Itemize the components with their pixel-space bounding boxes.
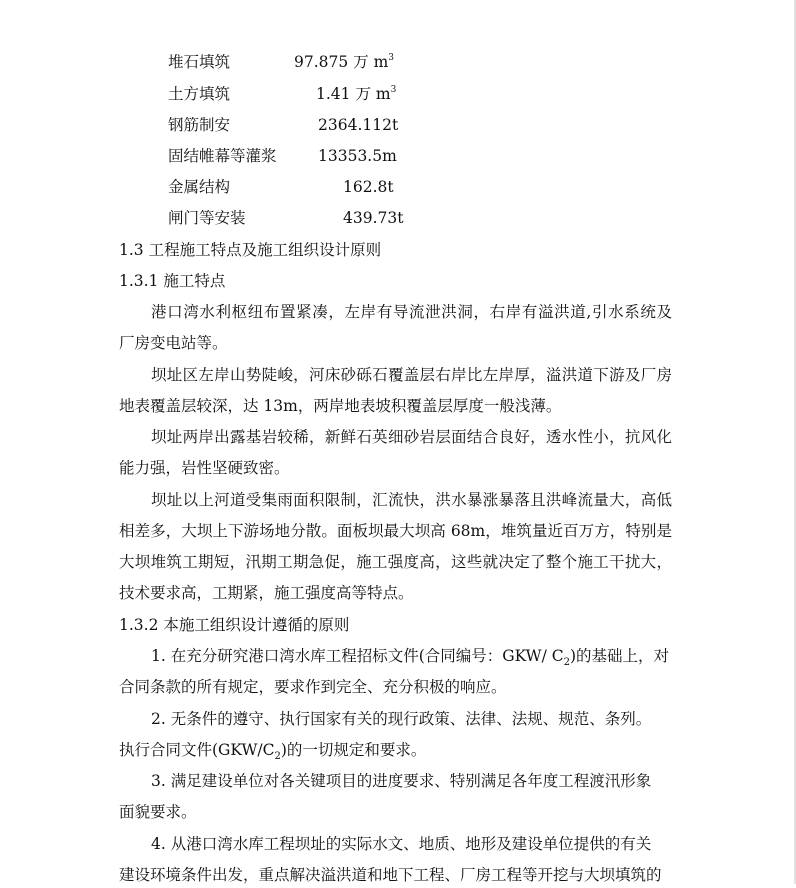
section-heading-1-3: 1.3 工程施工特点及施工组织设计原则	[119, 241, 382, 259]
paragraph-line: 3. 满足建设单位对各关键项目的进度要求、特别满足各年度工程渡汛形象	[151, 772, 652, 790]
paragraph-line: 能力强，岩性坚硬致密。	[119, 459, 290, 477]
paragraph-line: 执行合同文件$(GKW/C_2)$的一切规定和要求。	[119, 741, 427, 762]
subscript: 2	[274, 751, 281, 762]
paragraph-line: 4. 从港口湾水库工程坝址的实际水文、地质、地形及建设单位提供的有关	[151, 835, 652, 853]
quantity-value: 2364.112t	[318, 116, 399, 134]
section-heading-1-3-2: 1.3.2 本施工组织设计遵循的原则	[119, 616, 350, 634]
quantity-name: 土方填筑	[168, 85, 231, 103]
paragraph-line: 合同条款的所有规定，要求作到完全、充分积极的响应。	[119, 678, 507, 696]
paragraph-line: 技术要求高，工期紧，施工强度高等特点。	[119, 584, 414, 602]
paragraph-line: 厂房变电站等。	[119, 334, 228, 352]
paragraph-line: 面貌要求。	[119, 803, 197, 821]
paragraph-line: 建设环境条件出发，重点解决溢洪道和地下工程、厂房工程等开挖与大坝填筑的	[119, 866, 662, 884]
paragraph-line: 大坝堆筑工期短，汛期工期急促，施工强度高，这些就决定了整个施工干扰大，	[119, 553, 672, 571]
section-heading-1-3-1: 1.3.1 施工特点	[119, 272, 226, 290]
quantity-value: 13353.5m	[318, 147, 397, 165]
quantity-name: 固结帷幕等灌浆	[168, 147, 277, 165]
paragraph-line: 坝址以上河道受集雨面积限制，汇流快，洪水暴涨暴落且洪峰流量大，高低	[151, 491, 672, 509]
quantity-name: 闸门等安装	[168, 209, 246, 227]
superscript: 3	[388, 53, 395, 63]
quantity-value: 162.8t	[343, 178, 394, 196]
paragraph-line: 港口湾水利枢纽布置紧凑，左岸有导流泄洪洞，右岸有溢洪道,引水系统及	[151, 303, 672, 321]
quantity-value: 439.73t	[343, 209, 404, 227]
paragraph-line: 1. 在充分研究港口湾水库工程招标文件(合同编号：GKW/ $C_2$)的基础上，对	[151, 647, 670, 668]
subscript: 2	[563, 657, 570, 668]
quantity-value: 1.41 万 $m^3$	[316, 85, 397, 103]
paragraph-line: 坝址两岸出露基岩较稀，新鲜石英细砂岩层面结合良好，透水性小，抗风化	[151, 428, 672, 446]
superscript: 3	[390, 85, 397, 95]
paragraph-line: 2. 无条件的遵守、执行国家有关的现行政策、法律、法规、规范、条列。	[151, 710, 652, 728]
quantity-name: 金属结构	[168, 178, 231, 196]
quantity-value: 97.875 万 $m^3$	[294, 53, 395, 71]
paragraph-line: 坝址区左岸山势陡峻，河床砂砾石覆盖层右岸比左岸厚，溢洪道下游及厂房	[151, 366, 672, 384]
paragraph-line: 地表覆盖层较深，达 13m，两岸地表坡积覆盖层厚度一般浅薄。	[119, 397, 562, 415]
paragraph-line: 相差多，大坝上下游场地分散。面板坝最大坝高 68m，堆筑量近百万方，特别是	[119, 522, 672, 540]
quantity-name: 堆石填筑	[168, 53, 231, 71]
quantity-name: 钢筋制安	[168, 116, 231, 134]
